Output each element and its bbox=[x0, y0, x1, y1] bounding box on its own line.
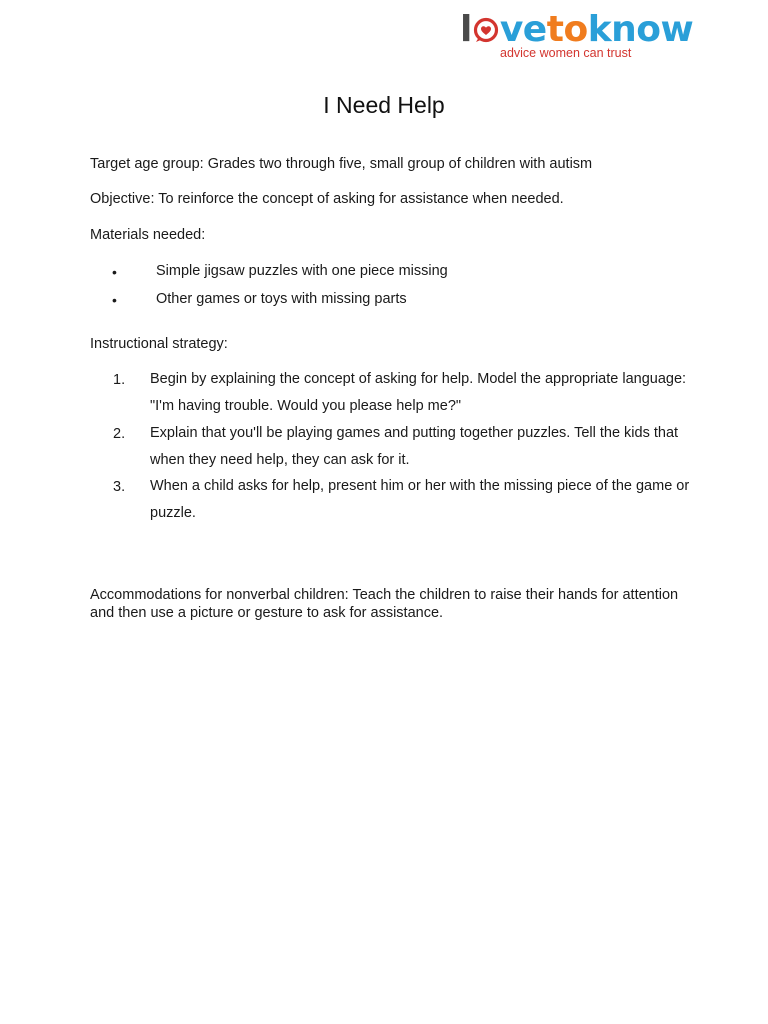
logo-wordmark bbox=[460, 10, 693, 50]
logo-part-ve: ve bbox=[499, 9, 547, 50]
step-number: 1. bbox=[113, 372, 126, 388]
material-item: Other games or toys with missing parts bbox=[156, 291, 407, 307]
material-item: Simple jigsaw puzzles with one piece missing bbox=[156, 263, 448, 279]
step-text: Begin by explaining the concept of asking for help. Model the appropriate language: "I'm having trouble. Would you please help me?" bbox=[150, 371, 687, 414]
document-title: I Need Help bbox=[323, 92, 445, 118]
heart-speech-bubble-icon bbox=[473, 12, 499, 38]
logo-tagline: advice women can trust bbox=[500, 46, 632, 60]
step-text: When a child asks for help, present him or her with the missing piece of the game or puzzle. bbox=[150, 478, 690, 521]
strategy-heading: Instructional strategy: bbox=[90, 336, 228, 352]
logo-part-to: to bbox=[546, 9, 588, 50]
logo-part-know: know bbox=[587, 9, 694, 50]
target-age-group: Target age group: Grades two through five, small group of children with autism bbox=[90, 156, 593, 172]
bullet-icon: • bbox=[112, 292, 117, 308]
step-number: 2. bbox=[113, 426, 126, 442]
lovetoknow-logo[interactable] bbox=[460, 9, 694, 62]
logo-part-l: l bbox=[460, 9, 472, 50]
step-text: Explain that you'll be playing games and putting together puzzles. Tell the kids that when they need help, they can ask for it. bbox=[150, 425, 679, 468]
objective: Objective: To reinforce the concept of asking for assistance when needed. bbox=[90, 191, 564, 207]
bullet-icon: • bbox=[112, 264, 117, 280]
materials-heading: Materials needed: bbox=[90, 227, 206, 243]
accommodations: Accommodations for nonverbal children: Teach the children to raise their hands for attention and then use a picture or gesture to ask for assistance. bbox=[90, 587, 679, 621]
step-number: 3. bbox=[113, 479, 126, 495]
